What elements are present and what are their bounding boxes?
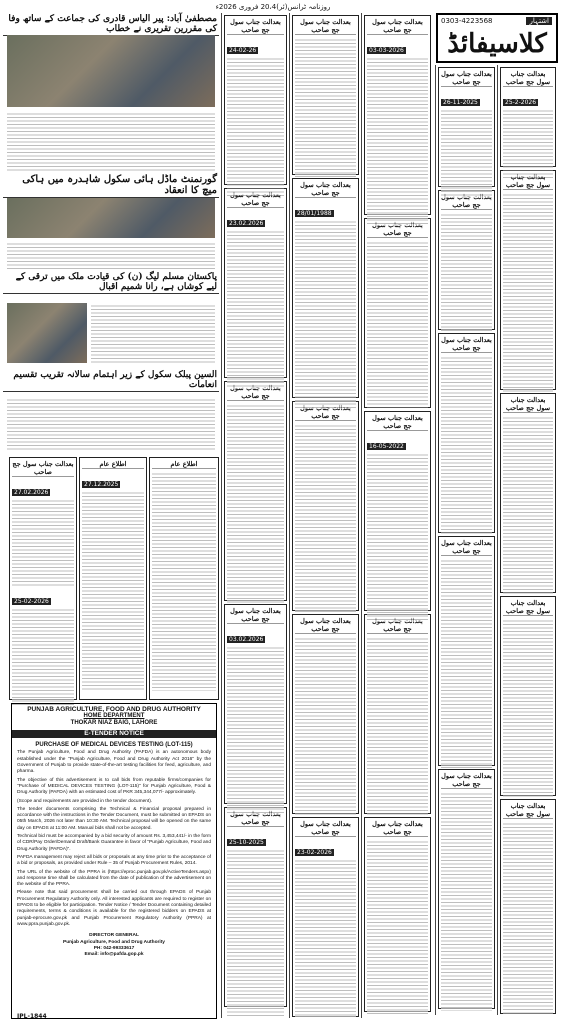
notice-heading: بعدالت جناب سول جج صاحب [227,607,284,624]
signature-phone: PH: 042-99333617 [93,945,135,951]
classified-title: کلاسیفائڈ [447,29,547,59]
tender-paragraph: The URL of the website of the PPRA is (https://eproc.punjab.gov.pk/ActiveTenders.aspx) and response time shall be calculated from the date of publication of the advertisement on the website of the PPRA. [17,869,211,888]
tender-paragraph: The objective of this advertisement is to call bids from reputable firms/companies for "Purchase of MEDICAL DEVICES TESTING (LOT-115)" for Punjab Agriculture, Food & Drug Authority (PAFDA) with an estimated cost of PKR 345,344,077/- approximately. [17,777,211,796]
notice-heading: بعدالت جناب سول جج صاحب [295,820,356,837]
notice-heading: جج صاحب [295,404,356,421]
tender-notice [11,703,217,1019]
court-notice [500,596,556,796]
news-headline: پاکستان مسلم لیگ (ن) کی قیادت ملک میں ترقی کے لیے کوشاں ہے، رانا شمیم اقبال [3,271,219,294]
court-notice [500,799,556,1014]
notice-date: 25-10-2025 [229,839,264,846]
left-notice-grid [7,455,219,700]
court-notice [438,536,495,766]
notice-heading: بعدالت جناب سول جج صاحب [441,539,492,555]
tender-authority: PUNJAB AGRICULTURE, FOOD AND DRUG AUTHORITY [27,706,201,713]
court-notice [500,393,556,593]
notice-heading: بعدالت جناب سول جج صاحب [12,460,74,476]
ipl-code: IPL-1844 [17,1013,47,1020]
dateline: روزنامہ ٹرانس(ئر)20،4 فروری 2026ء [215,3,331,11]
court-notice [224,381,287,601]
court-notice [438,769,495,1009]
court-notice [9,457,77,700]
notice-heading: بعدالت جناب سول جج صاحب [441,70,492,86]
court-notice [364,614,431,814]
public-notice [79,457,147,700]
court-notice [500,67,556,167]
notice-heading: بعدالت جناب سول جج صاحب [295,18,356,35]
notice-heading: بعدالت جناب سول جج صاحب [441,336,492,352]
notice-heading: بعدالت جناب سول جج صاحب [227,18,284,35]
notice-heading: بعدالت جناب سول جج صاحب [503,396,553,413]
signature-email: Email: info@pafda.gop.pk [84,952,144,958]
news-photo [7,35,215,107]
notice-heading: بعدالت جناب سول جج صاحب [367,414,428,431]
news-text [7,241,215,269]
court-notice [292,614,359,814]
signature-org: Punjab Agriculture, Food and Drug Authority [63,939,165,945]
court-notice [364,411,431,611]
classified-banner [436,13,558,63]
court-notice [364,15,431,215]
court-notice [224,807,287,1007]
notice-date: 27.12.2025 [84,481,119,488]
notice-heading: بعدالت جناب سول جج صاحب [295,617,356,634]
notice-column-1 [435,65,497,1015]
notice-date: 03-03-2026 [369,47,404,54]
news-headline: گورنمنٹ ماڈل ہائی سکول شاہدرہ میں ہاکی میچ کا انعقاد [3,173,219,198]
notice-heading: بعدالت جناب سول جج صاحب [367,820,428,837]
notice-heading: سول جج صاحب [503,173,553,190]
notice-date: 27.02.2026 [14,489,49,496]
news-section [3,13,219,453]
tender-title-bar: E-TENDER NOTICE [12,730,216,738]
court-notice [224,15,287,185]
notice-date: 03.02.2026 [229,636,264,643]
tender-paragraph: The Punjab Agriculture, Food and Drug Authority (PAFDA) is an autonomous body established under the "Punjab Agriculture, Food and Drug Authority Act 2016" by the Government of Punjab to provide state-of-the-art testing facilities for feed, agriculture, and pharma. [17,750,211,775]
tender-paragraph: (Scope and requirements are provided in the tender document). [17,798,153,804]
notice-column-5 [221,13,289,1018]
news-text [91,303,215,363]
news-text [7,111,215,171]
notice-heading: بعدالت جناب سول جج صاحب [503,599,553,616]
news-headline: السین پبلک سکول کے زیر اہتمام سالانہ تقریب تقسیم انعامات [3,369,219,392]
notice-date: 26-11-2025 [443,99,478,106]
court-notice [438,67,495,187]
notice-heading: بعدالت جناب سول جج صاحب [295,181,356,198]
notice-heading: اطلاع عام [152,460,216,469]
news-headline: مصطفیٰ آباد: پیر الیاس قادری کی جماعت کے ساتھ وفا کی مقررین تقریری نے خطاب [3,13,219,36]
notice-heading: جج صاحب [227,191,284,208]
notice-heading: جج صاحب [227,384,284,401]
court-notice [224,188,287,378]
court-notice [438,333,495,533]
tender-address: THOKAR NIAZ BAIG, LAHORE [70,719,158,726]
tender-paragraph: The tender documents comprising the Technical & Financial proposal prepared in accordance with the instructions in the Tender Document, must be submitted on EPADS on 05th March, 2026 not later than 10:30 AM. Technical proposal will be opened on the same day on EPADS at 11:00 AM. Manual bids shall not be accepted. [17,806,211,831]
news-photo [7,198,215,238]
notice-date: 23.02.2026 [229,220,264,227]
tender-signature [17,933,211,958]
news-text [7,397,215,451]
notice-heading: اطلاع عام [82,460,144,469]
notice-column-4 [289,13,361,1018]
notice-heading: جج صاحب [367,617,428,634]
notice-column-2 [497,65,558,1015]
notice-heading: جج صاحب [367,221,428,238]
newspaper-page [3,3,558,1021]
tender-department: HOME DEPARTMENT [83,713,145,720]
notice-heading: جج صاحب [441,193,492,210]
notice-column-3 [361,13,433,1018]
notice-date: 28/01/1988 [297,210,332,217]
notice-heading: بعدالت جناب سول جج صاحب [441,772,492,788]
tender-paragraph: PAFDA management may reject all bids or proposals at any time prior to the acceptance of a bid or proposals, as provided under Rule – 35 of Punjab Procurement Rules, 2014. [17,854,211,867]
court-notice [364,218,431,408]
court-notice [292,817,359,1017]
notice-heading: بعدالت جناب سول جج صاحب [503,70,553,87]
signature-title: DIRECTOR GENERAL [89,933,139,939]
notice-date: 25-2-2026 [505,99,537,106]
court-notice [438,190,495,330]
court-notice [364,817,431,1012]
notice-heading: بعدالت جناب سول جج صاحب [367,18,428,35]
public-notice [149,457,219,700]
notice-date: 25-02-2026 [14,598,49,605]
court-notice [292,401,359,611]
court-notice [500,170,556,390]
tender-paragraph: Please note that said procurement shall be carried out through EPADS of Punjab Procurement Regulatory Authority only. All interested applicants are required to register on EPADS to be eligible for participation. Tender Notice / Tender Document containing detailed requirements, terms & conditions is available for the registered bidders on EPADS at punjab-eprocure.gov.pk and Punjab Procurement Regulatory Authority (PPRA) at www.ppra.punjab.gov.pk. [17,890,211,927]
notice-date: 23-02-2026 [297,849,332,856]
court-notice [224,604,287,804]
notice-heading: بعدالت جناب سول جج صاحب [503,802,553,819]
tender-subject: PURCHASE OF MEDICAL DEVICES TESTING (LOT-115) [35,742,193,749]
tender-paragraph: Technical bid must be accompanied by a bid security of amount Rs. 3,453,441/- in the form of CDR/Pay Order/Demand Draft/Bank Guarantee in favor of "Punjab Agriculture, Food and Drug Authority (PAFDA)". [17,834,211,852]
news-photo [7,303,87,363]
notice-date: 16-05-2022 [369,443,404,450]
court-notice [292,178,359,398]
court-notice [292,15,359,175]
classified-tag: اشتہار [526,17,552,25]
notice-date: 24-02-26 [229,47,257,54]
classified-phone: 0303-4223568 [441,17,493,25]
notice-heading: جج صاحب [227,810,284,827]
